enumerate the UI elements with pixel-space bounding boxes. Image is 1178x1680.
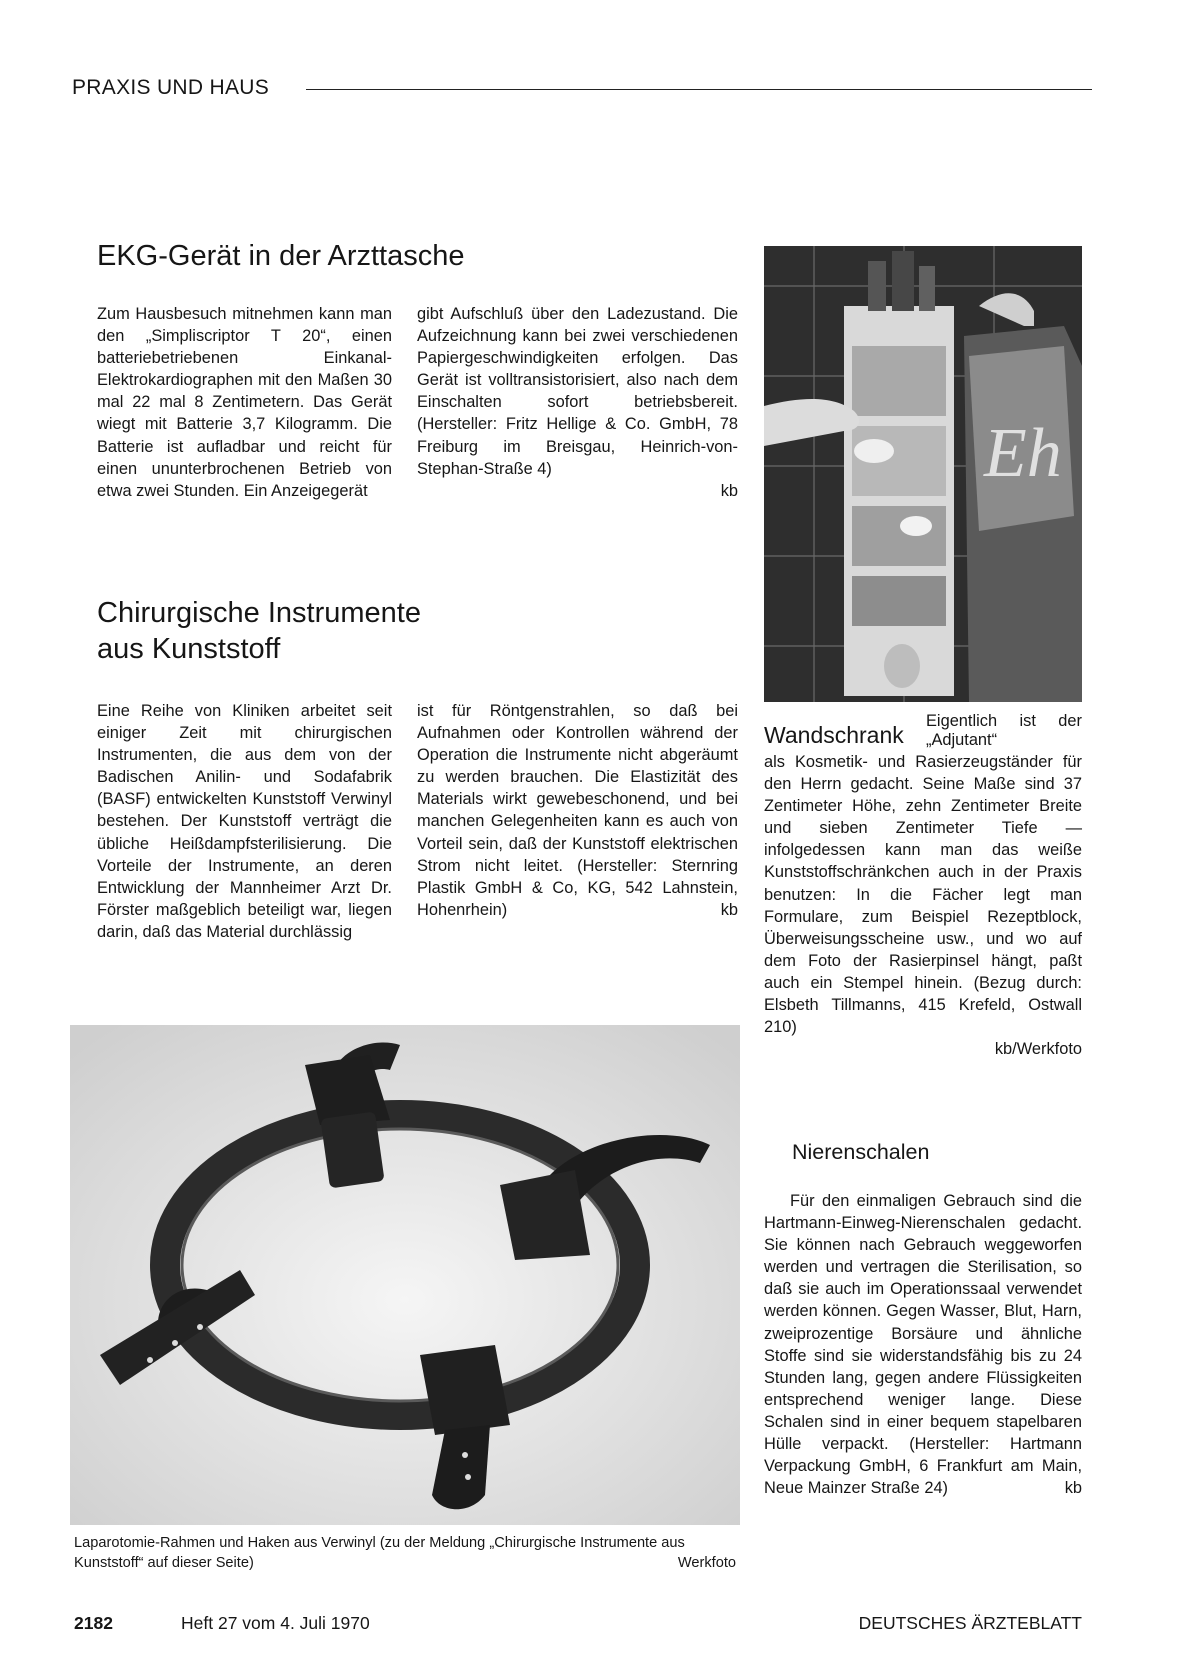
ekg-signature: kb bbox=[720, 481, 738, 500]
chirurgie-text-2: ist für Röntgenstrahlen, so daß bei Aufnahmen oder Kontrollen während der Operation die Instrumente nicht abgeräumt zu werden brauchen. Die Elastizität des Materials wirkt gewebeschonend, und bei manchen Gelegenheiten kann es auch von Vorteil sein, daß der Kunststoff elektrischen Strom nicht leitet. (Hersteller: Sternring Plastik GmbH & Co, KG, 542 Lahnstein, Hohenrhein) bbox=[417, 702, 738, 919]
nierenschalen-title: Nierenschalen bbox=[792, 1140, 930, 1164]
issue-info: Heft 27 vom 4. Juli 1970 bbox=[181, 1613, 370, 1633]
chirurgie-title bbox=[97, 595, 421, 667]
chirurgie-column-1 bbox=[97, 700, 392, 943]
ekg-column-2 bbox=[417, 303, 738, 502]
chirurgie-title-line-1: Chirurgische Instrumente bbox=[97, 597, 421, 629]
section-label: PRAXIS UND HAUS bbox=[72, 76, 270, 99]
nierenschalen-signature: kb bbox=[1064, 1479, 1082, 1498]
laparotomy-frame-photo bbox=[70, 1025, 740, 1525]
wandschrank-signature: kb/Werkfoto bbox=[994, 1040, 1082, 1059]
wandschrank-article bbox=[764, 712, 1082, 1060]
wandschrank-head bbox=[764, 712, 1082, 750]
ekg-column-1 bbox=[97, 303, 392, 502]
photo-caption-text: Laparotomie-Rahmen und Haken aus Verwinyl (zu der Meldung „Chirurgische Instrumente aus Kunststoff“ auf dieser Seite) bbox=[74, 1535, 685, 1571]
wall-cabinet-illustration bbox=[764, 246, 1082, 702]
chirurgie-text-1: Eine Reihe von Kliniken arbeitet seit einiger Zeit mit chirurgischen Instrumenten, die aus dem von der Badischen Anilin- und Sodafabrik (BASF) entwickelten Kunststoff Verwinyl bestehen. Der Kunststoff verträgt die übliche Heißdampfsterilisierung. Die Vorteile der Instrumente, an deren Entwicklung der Mannheimer Arzt Dr. Förster maßgeblich beteiligt war, liegen darin, daß das Material durchlässig bbox=[97, 702, 392, 941]
ekg-text-1: Zum Hausbesuch mitnehmen kann man den „Simpliscriptor T 20“, einen batteriebetriebenen Einkanal-Elektrokardiographen mit den Maßen 30 mal 22 mal 8 Zentimetern. Das Gerät wiegt mit Batterie 3,7 Kilogramm. Die Batterie ist aufladbar und reicht für einen ununterbrochenen Betrieb von etwa zwei Stunden. Ein Anzeigegerät bbox=[97, 305, 392, 500]
header-rule bbox=[306, 89, 1092, 90]
chirurgie-title-line-2: aus Kunststoff bbox=[97, 633, 281, 665]
wandschrank-text: als Kosmetik- und Rasierzeugständer für den Herrn gedacht. Seine Maße sind 37 Zentimeter Höhe, zehn Zentimeter Breite und sieben Zentimeter Tiefe — infolgedessen kann man das weiße Kunststoffschränkchen auch in der Praxis benutzen: In die Fächer legt man Formulare, zum Beispiel Rezeptblock, Überweisungsscheine usw., und wo auf dem Foto der Rasierpinsel hängt, paßt auch ein Stempel hinein. (Bezug durch: Elsbeth Tillmanns, 415 Krefeld, Ostwall 210) bbox=[764, 753, 1082, 1037]
nierenschalen-text: Für den einmaligen Gebrauch sind die Hartmann-Einweg-Nierenschalen gedacht. Sie können nach Gebrauch weggeworfen werden und vertragen die Sterilisation, so daß sie auch im Operationssaal verwendet werden können. Gegen Wasser, Blut, Harn, zweiprozentige Borsäure und ähnliche Stoffe sind sie widerstandsfähig bis zu 24 Stunden lang, gegen andere Flüssigkeiten entsprechend weniger lange. Diese Schalen sind in einer bequem stapelbaren Hülle verpackt. (Hersteller: Hartmann Verpackung GmbH, 6 Frankfurt am Main, Neue Mainzer Straße 24) bbox=[764, 1192, 1082, 1498]
page-number: 2182 bbox=[74, 1613, 113, 1633]
wandschrank-title: Wandschrank bbox=[764, 722, 904, 748]
ekg-text-2: gibt Aufschluß über den Ladezustand. Die Aufzeichnung kann bei zwei verschiedenen Papiergeschwindigkeiten erfolgen. Das Gerät ist volltransistorisiert, also nach dem Einschalten sofort betriebsbereit. (Hersteller: Fritz Hellige & Co. GmbH, 78 Freiburg im Breisgau, Heinrich-von-Stephan-Straße 4) bbox=[417, 305, 738, 478]
laparotomy-frame-illustration bbox=[70, 1025, 740, 1525]
ekg-title: EKG-Gerät in der Arzttasche bbox=[97, 240, 465, 272]
wandschrank-lead: Eigentlich ist der „Adjutant“ bbox=[926, 712, 1082, 749]
photo-caption bbox=[74, 1533, 736, 1573]
chirurgie-signature: kb bbox=[720, 900, 738, 919]
wall-cabinet-photo bbox=[764, 246, 1082, 702]
svg-text:Eh: Eh bbox=[984, 415, 1062, 492]
chirurgie-column-2 bbox=[417, 700, 738, 921]
journal-name: DEUTSCHES ÄRZTEBLATT bbox=[858, 1613, 1082, 1633]
photo-caption-credit: Werkfoto bbox=[677, 1555, 736, 1571]
nierenschalen-body bbox=[764, 1190, 1082, 1499]
wandschrank-body bbox=[764, 751, 1082, 1060]
